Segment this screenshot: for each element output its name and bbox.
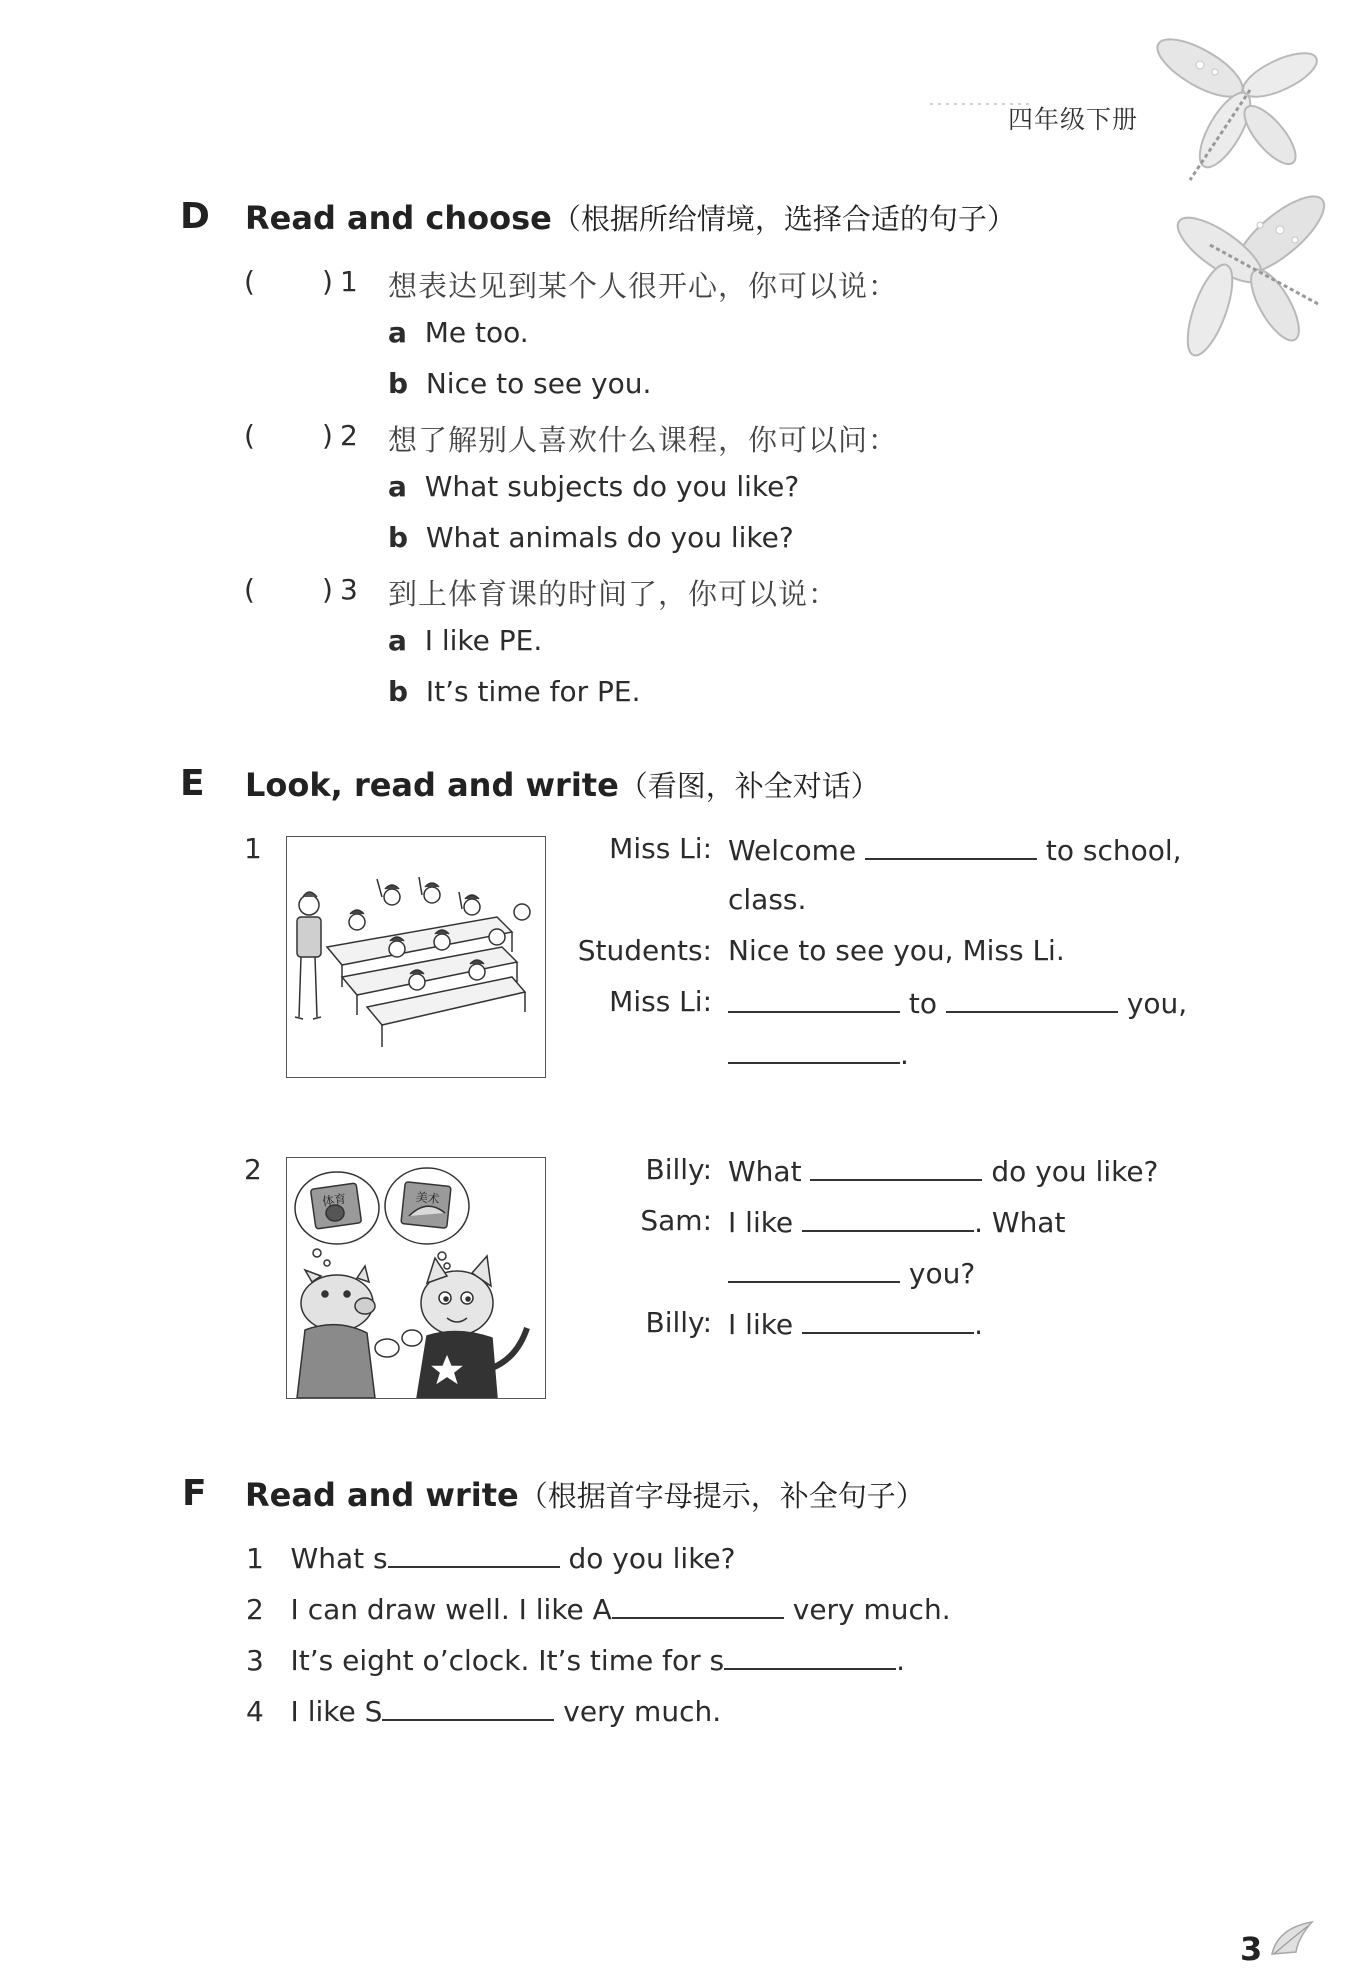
section-e-letter: E: [180, 763, 205, 804]
e1-line-1-b: to school,: [1045, 834, 1182, 867]
d3-option-b: [388, 675, 641, 708]
e2-line-2-b: . What: [974, 1206, 1066, 1239]
d2-option-a-text: What subjects do you like?: [424, 470, 800, 503]
e1-line-4-b: you,: [1126, 987, 1188, 1020]
d3-open-paren: (: [244, 573, 255, 606]
section-f-title: [245, 1474, 925, 1515]
dragonfly-decoration: [1130, 20, 1345, 365]
f1-before: What s: [290, 1542, 388, 1575]
art-book-label: 美术: [415, 1189, 441, 1207]
classroom-illustration: [287, 837, 545, 1077]
f2-after: very much.: [792, 1593, 951, 1626]
f4-after: very much.: [563, 1695, 722, 1728]
section-e-title-en: Look, read and write: [245, 766, 619, 804]
leaf-icon: [1268, 1918, 1318, 1958]
d2-option-b-text: What animals do you like?: [425, 521, 794, 554]
e2-line-1-b: do you like?: [991, 1155, 1159, 1188]
f3-after: .: [896, 1644, 905, 1677]
d1-number: 1: [340, 265, 358, 298]
d3-option-a-text: I like PE.: [424, 624, 543, 657]
section-f-letter: F: [182, 1473, 207, 1514]
d2-option-a-letter: a: [388, 470, 407, 503]
d1-close-paren: ): [322, 265, 333, 298]
f-item-1: [246, 1540, 736, 1575]
section-f-title-cn: （根据首字母提示，补全句子）: [518, 1479, 925, 1513]
d3-option-b-text: It’s time for PE.: [425, 675, 641, 708]
d2-option-b: [388, 521, 794, 554]
e2-line-4-b: .: [974, 1308, 983, 1341]
e2-line-4: [728, 1306, 983, 1341]
section-f-title-en: Read and write: [245, 1476, 519, 1514]
e1-line-4-a: to: [908, 987, 938, 1020]
f3-before: It’s eight o’clock. It’s time for s: [290, 1644, 725, 1677]
f4-number: 4: [246, 1695, 264, 1728]
d2-open-paren: (: [244, 419, 255, 452]
f-item-4: [246, 1693, 721, 1728]
section-e-title: [245, 764, 880, 805]
page-number: 3: [1240, 1930, 1263, 1968]
classroom-picture: [286, 836, 546, 1078]
e1-blank-4[interactable]: [728, 1036, 900, 1064]
section-d-title: [245, 197, 1016, 238]
section-d-letter: D: [180, 196, 210, 237]
e1-line-1: [728, 832, 1182, 867]
f2-blank[interactable]: [612, 1591, 784, 1619]
e2-blank-3[interactable]: [728, 1255, 900, 1283]
section-d-title-cn: （根据所给情境，选择合适的句子）: [551, 202, 1016, 236]
d2-close-paren: ): [322, 419, 333, 452]
d2-prompt: 想了解别人喜欢什么课程，你可以问：: [388, 423, 899, 457]
f-item-2: [246, 1591, 951, 1626]
d2-answer-slot[interactable]: [262, 416, 320, 452]
d1-option-a-text: Me too.: [424, 316, 529, 349]
d1-open-paren: (: [244, 265, 255, 298]
e2-blank-1[interactable]: [810, 1153, 982, 1181]
section-e-title-cn: （看图，补全对话）: [618, 769, 880, 803]
e2-line-3: [728, 1255, 975, 1290]
f3-blank[interactable]: [724, 1642, 896, 1670]
f1-blank[interactable]: [388, 1540, 560, 1568]
e2-line-3-text: you?: [908, 1257, 976, 1290]
d2-number: 2: [340, 419, 358, 452]
e1-line-3: Nice to see you, Miss Li.: [728, 934, 1065, 967]
d1-option-a-letter: a: [388, 316, 407, 349]
e1-line-5-end: .: [900, 1038, 909, 1071]
e2-number: 2: [244, 1153, 262, 1186]
e2-speaker-2: Sam:: [640, 1204, 712, 1237]
f1-number: 1: [246, 1542, 264, 1575]
d3-close-paren: ): [322, 573, 333, 606]
d3-answer-slot[interactable]: [262, 570, 320, 606]
e1-line-1-a: Welcome: [728, 834, 857, 867]
e2-blank-2[interactable]: [802, 1204, 974, 1232]
e1-speaker-1: Miss Li:: [609, 832, 712, 865]
e1-speaker-3: Miss Li:: [609, 985, 712, 1018]
section-d-title-en: Read and choose: [245, 199, 552, 237]
f-item-3: [246, 1642, 905, 1677]
d3-option-a: [388, 624, 542, 657]
e2-line-1: [728, 1153, 1158, 1188]
f3-number: 3: [246, 1644, 264, 1677]
e2-line-2: [728, 1204, 1065, 1239]
d3-number: 3: [340, 573, 358, 606]
e1-line-2: class.: [728, 883, 807, 916]
pig-cat-illustration: [287, 1158, 545, 1398]
d2-option-b-letter: b: [388, 521, 409, 554]
e2-blank-4[interactable]: [802, 1306, 974, 1334]
d1-answer-slot[interactable]: [262, 262, 320, 298]
e1-blank-3[interactable]: [946, 985, 1118, 1013]
d3-prompt: 到上体育课的时间了，你可以说：: [388, 577, 839, 611]
d1-option-b-text: Nice to see you.: [425, 367, 652, 400]
e1-line-5: [728, 1036, 909, 1071]
f2-before: I can draw well. I like A: [290, 1593, 612, 1626]
e2-line-2-a: I like: [728, 1206, 794, 1239]
d1-option-a: [388, 316, 529, 349]
d2-option-a: [388, 470, 799, 503]
d3-option-b-letter: b: [388, 675, 409, 708]
f2-number: 2: [246, 1593, 264, 1626]
d1-prompt: 想表达见到某个人很开心，你可以说：: [388, 269, 899, 303]
e2-line-4-a: I like: [728, 1308, 794, 1341]
d1-option-b-letter: b: [388, 367, 409, 400]
e2-line-1-a: What: [728, 1155, 802, 1188]
e2-speaker-3: Billy:: [645, 1306, 712, 1339]
f1-after: do you like?: [568, 1542, 736, 1575]
e1-speaker-2: Students:: [577, 934, 712, 967]
pig-and-cat-picture: [286, 1157, 546, 1399]
e1-line-4: [728, 985, 1187, 1020]
e2-speaker-1: Billy:: [645, 1153, 712, 1186]
f4-blank[interactable]: [382, 1693, 554, 1721]
pe-book-label: 体育: [321, 1191, 348, 1209]
d3-option-a-letter: a: [388, 624, 407, 657]
grade-label: 四年级下册: [1008, 105, 1139, 134]
f4-before: I like S: [290, 1695, 383, 1728]
e1-blank-2[interactable]: [728, 985, 900, 1013]
e1-blank-1[interactable]: [865, 832, 1037, 860]
d1-option-b: [388, 367, 651, 400]
e1-number: 1: [244, 832, 262, 865]
